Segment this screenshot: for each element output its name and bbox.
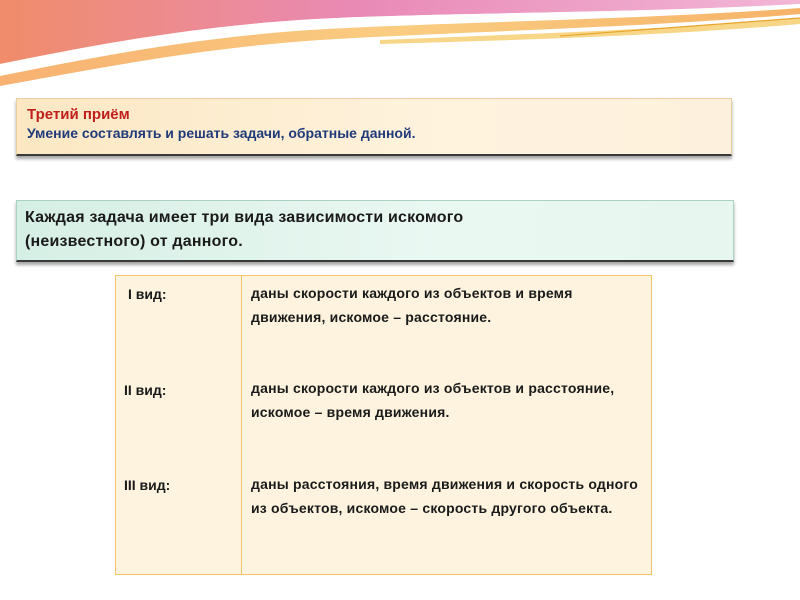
type-label-1: I вид: — [128, 286, 167, 302]
type-description-1: даны скорости каждого из объектов и время движения, искомое – расстояние. — [251, 285, 573, 325]
type-label-3: III вид: — [124, 477, 171, 493]
type-description-2: даны скорости каждого из объектов и расстояние, искомое – время движения. — [251, 380, 615, 420]
statement-box — [16, 200, 734, 262]
method-box — [16, 98, 732, 156]
statement-line-1: Каждая задача имеет три вида зависимости искомого — [25, 209, 464, 226]
type-description-3: даны расстояния, время движения и скорость одного из объектов, искомое – скорость другого объекта. — [251, 476, 639, 516]
type-label-2: II вид: — [124, 382, 167, 398]
header-wave-decoration — [0, 0, 800, 100]
types-table — [115, 275, 652, 575]
statement-line-2: (неизвестного) от данного. — [25, 233, 243, 250]
method-title: Третий приём — [27, 106, 130, 123]
method-subtitle: Умение составлять и решать задачи, обратные данной. — [27, 125, 416, 141]
table-column-divider — [241, 276, 242, 574]
